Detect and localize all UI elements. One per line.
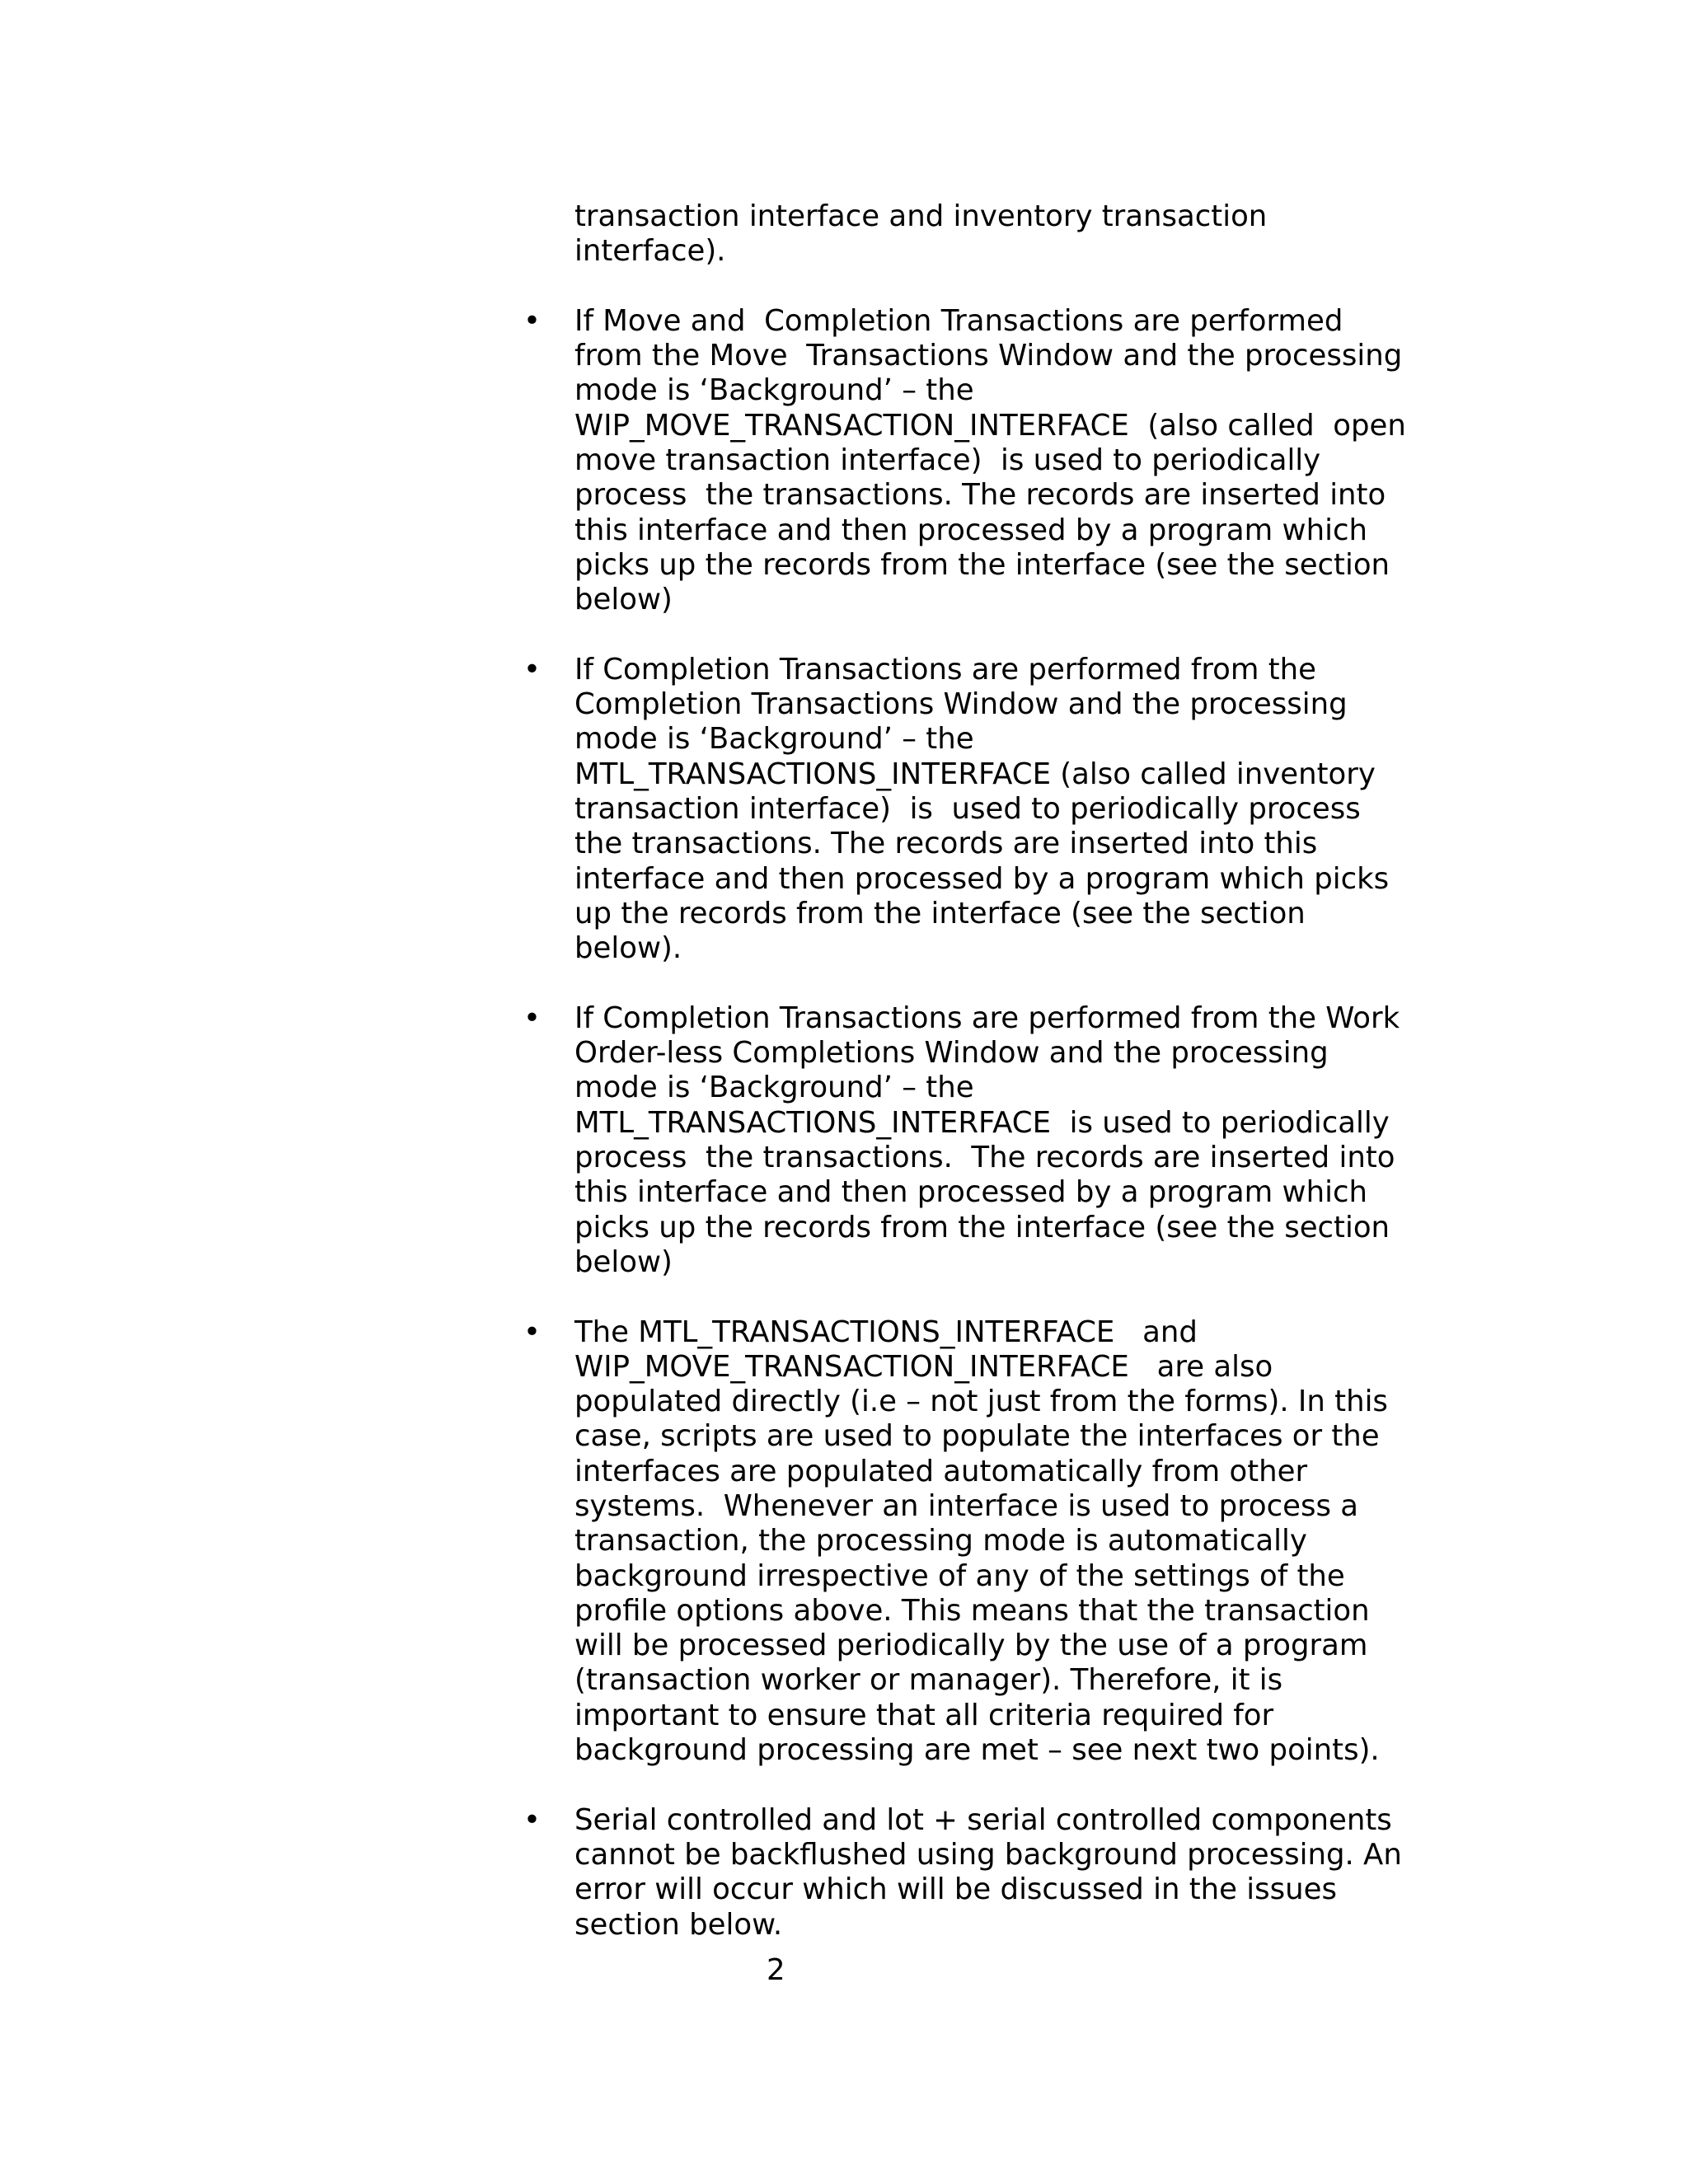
text-line: process the transactions. The records are inserted into bbox=[574, 1141, 1395, 1175]
text-line: up the records from the interface (see the section bbox=[574, 896, 1306, 930]
text-line: picks up the records from the interface (see the section bbox=[574, 547, 1390, 582]
text-line: Completion Transactions Window and the processing bbox=[574, 687, 1348, 722]
text-line: background irrespective of any of the settings of the bbox=[574, 1558, 1345, 1593]
bullet-icon: • bbox=[523, 652, 541, 687]
text-line: the transactions. The records are inserted into this bbox=[574, 827, 1318, 861]
text-line: If Move and Completion Transactions are performed bbox=[574, 303, 1343, 338]
continuation-paragraph bbox=[574, 199, 1448, 269]
text-line: mode is ‘Background’ – the bbox=[574, 373, 974, 408]
text-line: below). bbox=[574, 931, 682, 966]
text-line: If Completion Transactions are performed from the Work bbox=[574, 1001, 1400, 1035]
text-line: systems. Whenever an interface is used to process a bbox=[574, 1488, 1359, 1523]
bullet-item-interfaces-populated-directly bbox=[523, 1315, 1448, 1769]
bullet-icon: • bbox=[523, 303, 541, 338]
text-line: interface and then processed by a program which picks bbox=[574, 861, 1390, 896]
body-text bbox=[523, 199, 1448, 1977]
bullet-item-move-completion-background bbox=[523, 303, 1448, 618]
text-line: transaction, the processing mode is automatically bbox=[574, 1524, 1307, 1558]
text-line: move transaction interface) is used to periodically bbox=[574, 443, 1321, 478]
text-line: mode is ‘Background’ – the bbox=[574, 1071, 974, 1105]
text-line: MTL_TRANSACTIONS_INTERFACE is used to periodically bbox=[574, 1105, 1390, 1140]
text-line: WIP_MOVE_TRANSACTION_INTERFACE are also bbox=[574, 1349, 1273, 1384]
text-line: important to ensure that all criteria required for bbox=[574, 1698, 1274, 1732]
text-line: this interface and then processed by a program which bbox=[574, 513, 1367, 547]
text-line: background processing are met – see next two points). bbox=[574, 1733, 1380, 1768]
text-line: this interface and then processed by a program which bbox=[574, 1175, 1367, 1210]
text-line: (transaction worker or manager). Therefore, it is bbox=[574, 1663, 1283, 1698]
bullet-item-work-orderless-background bbox=[523, 1001, 1448, 1280]
text-line: process the transactions. The records are inserted into bbox=[574, 478, 1386, 513]
text-line: profile options above. This means that the transaction bbox=[574, 1593, 1370, 1628]
text-line: Serial controlled and lot + serial controlled components bbox=[574, 1802, 1392, 1837]
bullet-icon: • bbox=[523, 1802, 541, 1837]
text-line: case, scripts are used to populate the interfaces or the bbox=[574, 1419, 1380, 1454]
text-line: section below. bbox=[574, 1907, 783, 1942]
text-line: below) bbox=[574, 583, 673, 617]
text-line: cannot be backflushed using background processing. An bbox=[574, 1837, 1402, 1872]
text-line: MTL_TRANSACTIONS_INTERFACE (also called inventory bbox=[574, 757, 1376, 791]
text-line: interfaces are populated automatically from other bbox=[574, 1454, 1308, 1488]
text-line: mode is ‘Background’ – the bbox=[574, 722, 974, 757]
text-line: below) bbox=[574, 1244, 673, 1279]
bullet-item-serial-controlled-components bbox=[523, 1802, 1448, 1943]
text-line: Order-less Completions Window and the processing bbox=[574, 1036, 1329, 1071]
text-line: WIP_MOVE_TRANSACTION_INTERFACE (also called open bbox=[574, 408, 1406, 443]
bullet-icon: • bbox=[523, 1001, 541, 1035]
text-line: interface). bbox=[574, 234, 726, 269]
text-line: The MTL_TRANSACTIONS_INTERFACE and bbox=[574, 1315, 1198, 1349]
text-line: transaction interface) is used to periodically process bbox=[574, 792, 1361, 827]
text-line: from the Move Transactions Window and the processing bbox=[574, 339, 1403, 373]
bullet-icon: • bbox=[523, 1315, 541, 1349]
text-line: error will occur which will be discussed in the issues bbox=[574, 1872, 1337, 1907]
page-number: 2 bbox=[767, 1953, 785, 1987]
text-line: populated directly (i.e – not just from the forms). In this bbox=[574, 1385, 1388, 1419]
text-line: will be processed periodically by the use of a program bbox=[574, 1629, 1368, 1663]
text-line: transaction interface and inventory transaction bbox=[574, 199, 1268, 233]
text-line: If Completion Transactions are performed from the bbox=[574, 652, 1316, 687]
text-line: picks up the records from the interface (see the section bbox=[574, 1210, 1390, 1244]
bullet-item-completion-window-background bbox=[523, 652, 1448, 967]
